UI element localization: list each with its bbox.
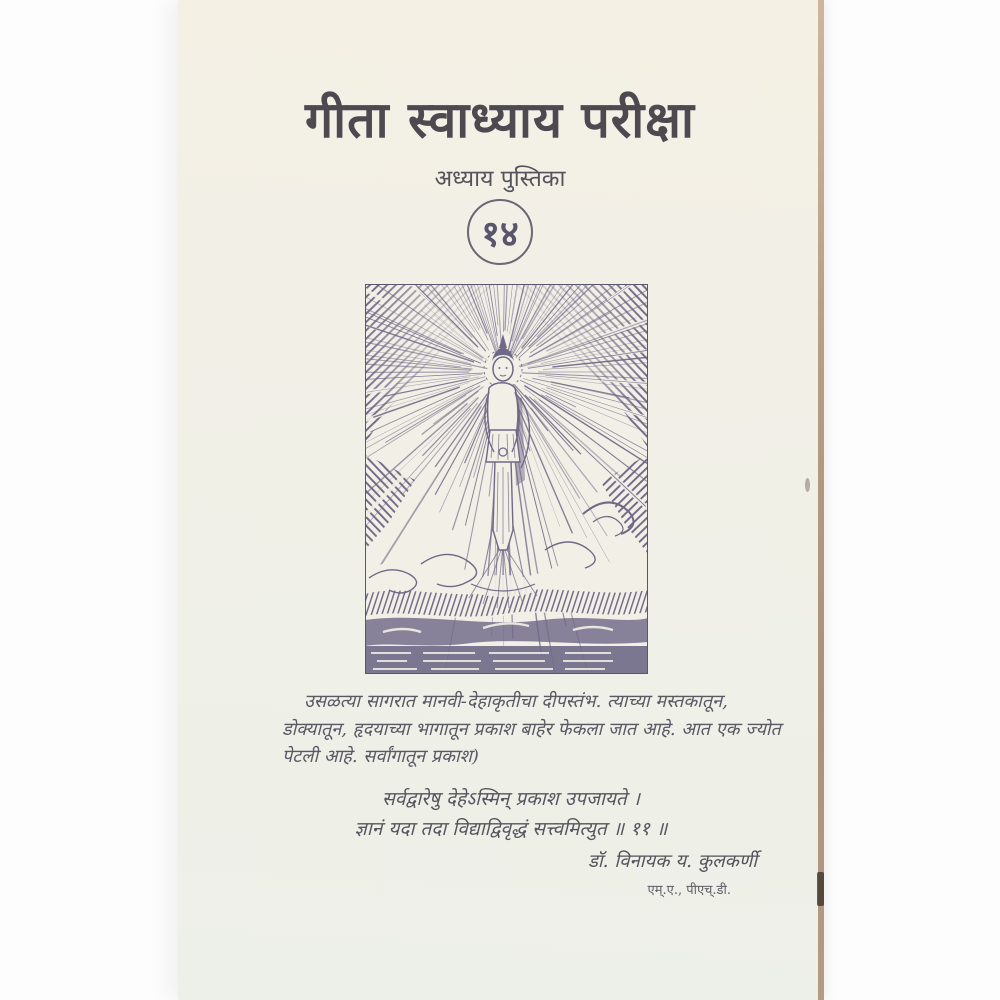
verse-line: ज्ञानं यदा तदा विद्याद्विवृद्धं सत्त्वमित्युत ॥ ११ ॥ (354, 818, 668, 840)
chapter-number: १४ (481, 212, 519, 255)
illustration-frame (363, 282, 650, 676)
caption-line: डोक्यातून, हृदयाच्या भागातून प्रकाश बाहेर फेकला जात आहे. आत एक ज्योत (282, 718, 781, 740)
book-cover (178, 0, 822, 1000)
gita-verse (178, 784, 822, 844)
book-title: गीता स्वाध्याय परीक्षा (305, 90, 695, 149)
verse-line: सर्वद्वारेषु देहेऽस्मिन् प्रकाश उपजायते । (382, 788, 640, 810)
page-edge-dark-mark (817, 872, 824, 906)
book-page-edge (818, 0, 824, 1000)
caption-line: उसळत्या सागरात मानवी-देहाकृतीचा दीपस्तंभ. त्याच्या मस्तकातून, (304, 691, 728, 712)
page-edge-speck (805, 478, 810, 492)
author-name: डॉ. विनायक य. कुलकर्णी (587, 851, 757, 872)
book-subtitle: अध्याय पुस्तिका (434, 166, 566, 192)
caption-paragraph (282, 688, 781, 771)
chapter-number-badge (467, 199, 533, 265)
caption-line: पेटली आहे. सर्वांगातून प्रकाश) (282, 746, 479, 767)
author-degrees: एम्.ए., पीएच्.डी. (647, 883, 731, 898)
human-lighthouse-illustration (363, 282, 650, 676)
author-block (588, 848, 757, 898)
